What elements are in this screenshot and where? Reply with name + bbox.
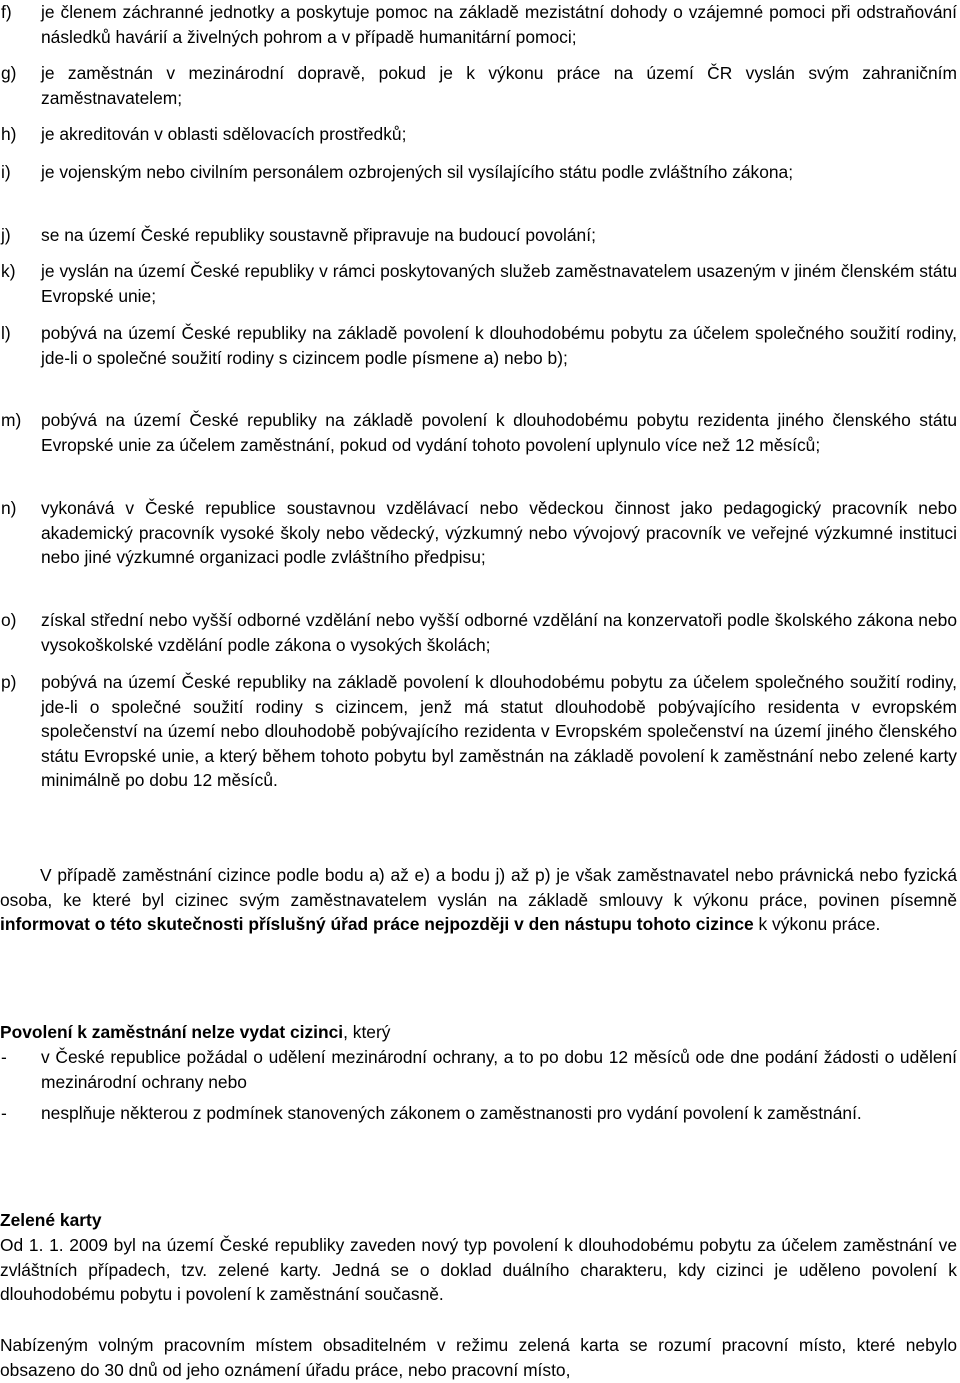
green-cards-heading: Zelené karty bbox=[0, 1210, 102, 1230]
list-item-label: n) bbox=[1, 498, 17, 518]
list-item-label: i) bbox=[1, 162, 11, 182]
list-item-label: p) bbox=[1, 672, 17, 692]
refusal-heading-bold: Povolení k zaměstnání nelze vydat cizinci bbox=[0, 1022, 344, 1042]
list-item-text: pobývá na území České republiky na základě povolení k dlouhodobému pobytu za účelem společného soužití rodiny, jde-li o společné soužití rodiny s cizincem podle písmene a) nebo b); bbox=[41, 323, 957, 368]
dash-bullet: - bbox=[1, 1103, 7, 1123]
dash-bullet: - bbox=[1, 1047, 7, 1067]
list-item-label: f) bbox=[1, 2, 12, 22]
refusal-item-text: nesplňuje některou z podmínek stanovených zákonem o zaměstnanosti pro vydání povolení k zaměstnání. bbox=[41, 1103, 862, 1123]
list-item-text: pobývá na území České republiky na základě povolení k dlouhodobému pobytu rezidenta jiného členského státu Evropské unie za účelem zaměstnání, pokud od vydání tohoto povolení uplynulo více než 12 měsíců; bbox=[41, 410, 957, 455]
list-item-text: je vyslán na území České republiky v rámci poskytovaných služeb zaměstnavatelem usazeným v jiném členském státu Evropské unie; bbox=[41, 261, 957, 306]
notice-text-2: k výkonu práce. bbox=[753, 914, 881, 935]
list-item-label: o) bbox=[1, 610, 17, 630]
list-item-text: je vojenským nebo civilním personálem ozbrojených sil vysílajícího státu podle zvláštního zákona; bbox=[41, 162, 794, 182]
list-item-text: je členem záchranné jednotky a poskytuje pomoc na základě mezistátní dohody o vzájemné pomoci při odstraňování následků havárií a živelných pohrom a v případě humanitární pomoci; bbox=[41, 2, 957, 47]
list-item-label: l) bbox=[1, 323, 11, 343]
list-item-label: h) bbox=[1, 124, 17, 144]
notice-text-1: V případě zaměstnání cizince podle bodu a) až e) a bodu j) až p) je však zaměstnavatel nebo právnická nebo fyzická osoba, ke které byl cizinec svým zaměstnavatelem vyslán na základě smlouvy k výkonu práce, povinen písemně bbox=[0, 865, 957, 910]
list-item-label: g) bbox=[1, 63, 17, 83]
list-item-text: je zaměstnán v mezinárodní dopravě, pokud je k výkonu práce na území ČR vyslán svým zahraničním zaměstnavatelem; bbox=[41, 63, 957, 108]
refusal-heading bbox=[0, 1020, 957, 1045]
list-item-text: je akreditován v oblasti sdělovacích prostředků; bbox=[41, 124, 407, 144]
list-item-text: vykonává v České republice soustavnou vzdělávací nebo vědeckou činnost jako pedagogický pracovník nebo akademický pracovník vysoké školy nebo vědecký, výzkumný nebo vývojový pracovník ve veřejné výzkumné instituci nebo jiné výzkumné organizaci podle zvláštního předpisu; bbox=[41, 498, 957, 568]
notice-bold-text: informovat o této skutečnosti příslušný úřad práce nejpozději v den nástupu tohoto cizince bbox=[0, 914, 754, 935]
list-item-text: získal střední nebo vyšší odborné vzdělání nebo vyšší odborné vzdělání na konzervatoři podle školského zákona nebo vysokoškolské vzdělání podle zákona o vysokých školách; bbox=[41, 610, 957, 655]
refusal-heading-rest: , který bbox=[343, 1022, 391, 1042]
green-cards-paragraph-2: Nabízeným volným pracovním místem obsaditelném v režimu zelená karta se rozumí pracovní místo, které nebylo obsazeno do 30 dnů od jeho oznámení úřadu práce, nebo pracovní místo, bbox=[0, 1335, 957, 1380]
list-item-label: k) bbox=[1, 261, 16, 281]
employer-notice-paragraph bbox=[0, 863, 957, 937]
list-item-text: se na území České republiky soustavně připravuje na budoucí povolání; bbox=[41, 225, 596, 245]
list-item-label: m) bbox=[1, 410, 22, 430]
list-item-label: j) bbox=[1, 225, 11, 245]
list-item-text: pobývá na území České republiky na základě povolení k dlouhodobému pobytu za účelem společného soužití rodiny, jde-li o společné soužití rodiny s cizincem, jenž má statut dlouhodobě pobývajícího residenta v evropském společenství na území nebo dlouhodobě pobývajícího rezidenta v Evropském společenství na území jiného členského státu Evropské unie, a který během tohoto pobytu byl zaměstnán na základě povolení k zaměstnání nebo zelené karty minimálně po dobu 12 měsíců. bbox=[41, 672, 957, 791]
refusal-item-text: v České republice požádal o udělení mezinárodní ochrany, a to po dobu 12 měsíců ode dne podání žádosti o udělení mezinárodní ochrany nebo bbox=[41, 1047, 957, 1092]
green-cards-paragraph-1: Od 1. 1. 2009 byl na území České republiky zaveden nový typ povolení k dlouhodobému pobytu za účelem zaměstnání ve zvláštních případech, tzv. zelené karty. Jedná se o doklad duálního charakteru, kdy cizinci je uděleno povolení k dlouhodobému pobytu i povolení k zaměstnání současně. bbox=[0, 1235, 957, 1305]
